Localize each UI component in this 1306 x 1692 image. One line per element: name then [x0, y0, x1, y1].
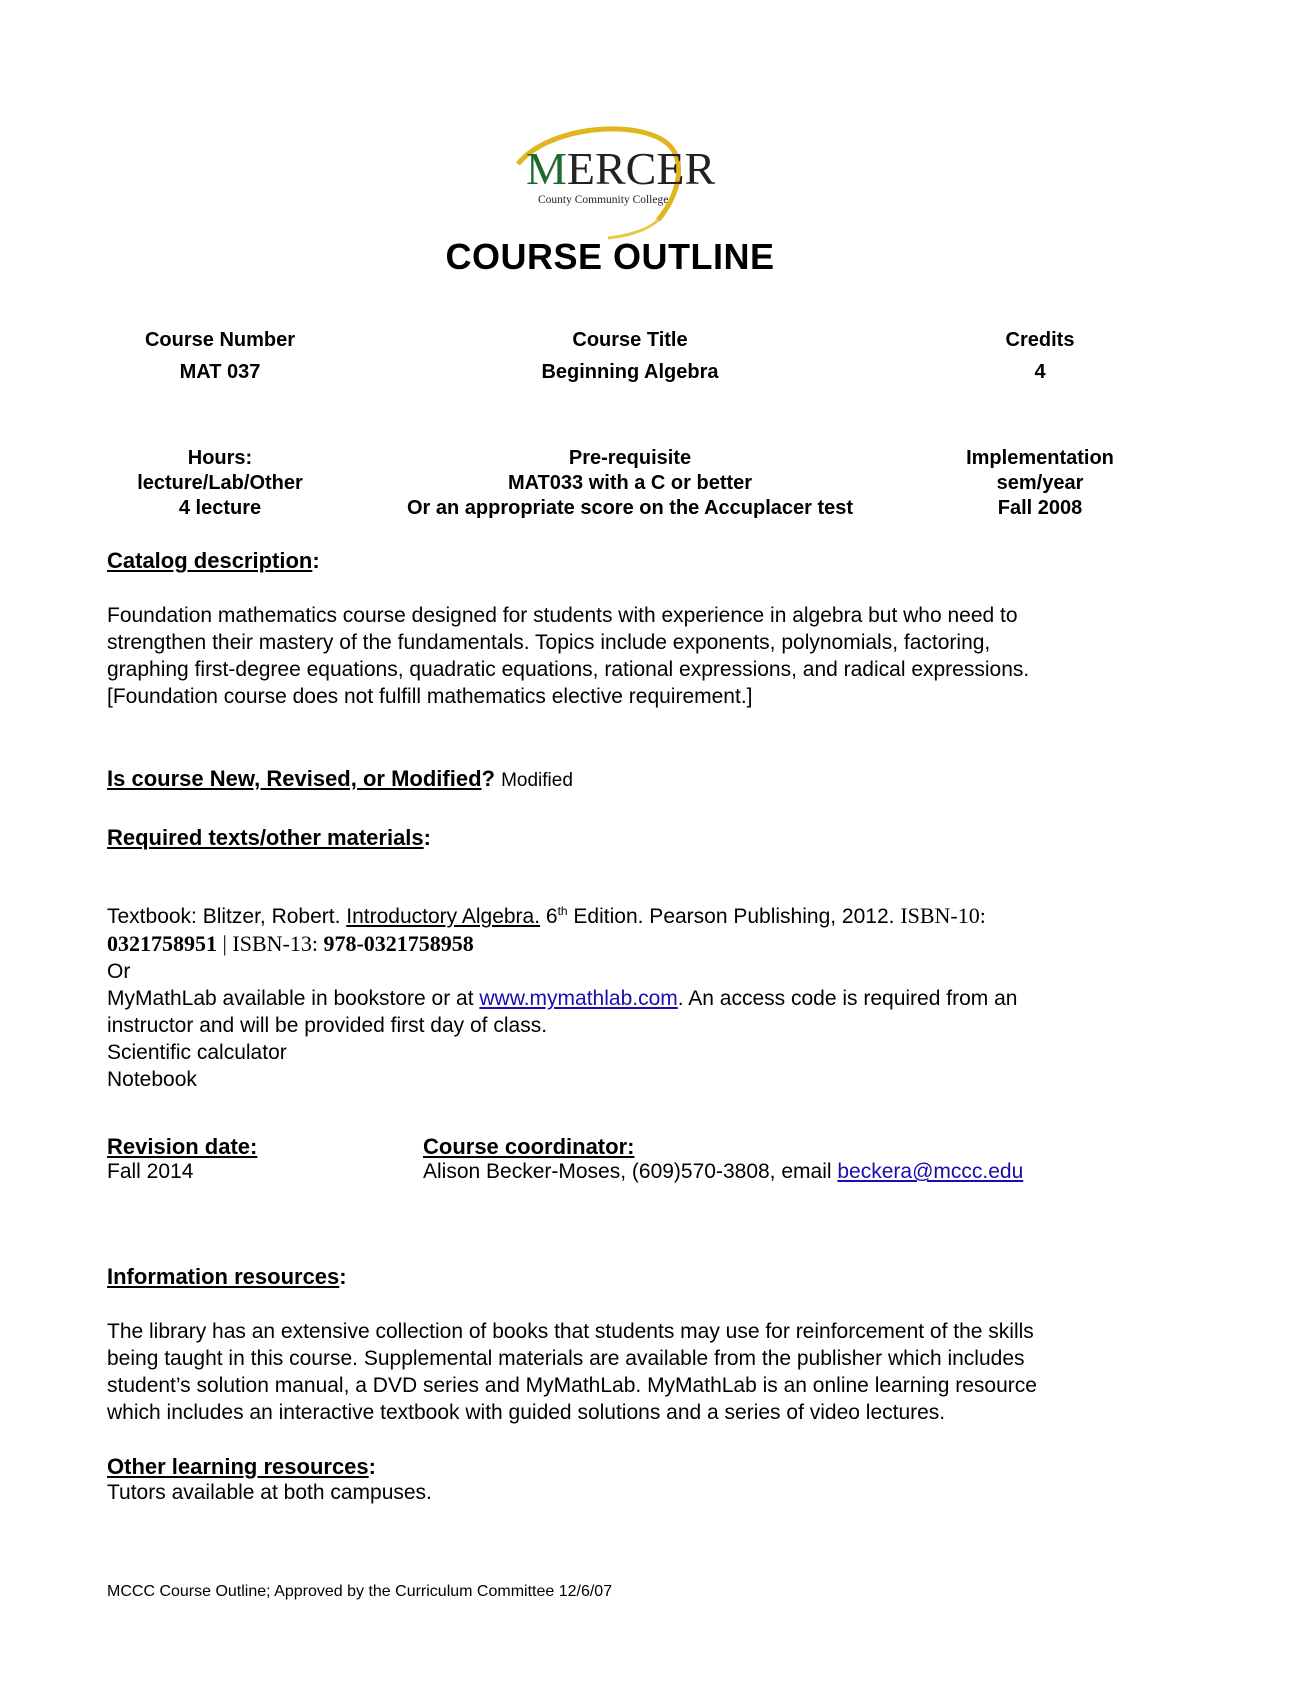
- isbn13-value: 978-0321758958: [323, 931, 474, 956]
- texts-heading-text: Required texts/other materials: [107, 825, 424, 850]
- logo-word: ERCER: [566, 143, 716, 194]
- catalog-description: [107, 602, 1029, 710]
- credits-label: Credits: [1005, 329, 1075, 351]
- course-number-cell: [100, 328, 340, 385]
- textbook-line-1: [107, 902, 1017, 930]
- page-title: COURSE OUTLINE: [445, 236, 775, 277]
- other-heading: [107, 1453, 376, 1480]
- texts-heading: [107, 824, 431, 851]
- course-title-value: Beginning Algebra: [541, 361, 719, 383]
- other-value: Tutors available at both campuses.: [107, 1481, 432, 1504]
- coordinator-email-link[interactable]: beckera@mccc.edu: [837, 1160, 1024, 1183]
- texts-heading-colon: :: [423, 825, 431, 850]
- textbook-line-2: [107, 930, 1017, 958]
- mymathlab-line-2: instructor and will be provided first day of class.: [107, 1014, 548, 1037]
- info-heading-text: Information resources: [107, 1264, 340, 1289]
- info-description: [107, 1318, 1037, 1426]
- college-logo: [508, 124, 718, 240]
- info-heading: [107, 1263, 347, 1290]
- revision-heading: [107, 1133, 257, 1160]
- mymathlab-prefix: MyMathLab available in bookstore or at: [107, 987, 480, 1010]
- status-heading: Is course New, Revised, or Modified: [107, 766, 482, 791]
- info-line: being taught in this course. Supplemental materials are available from the publisher which includes: [107, 1347, 1025, 1370]
- mymathlab-line-1: [107, 985, 1017, 1012]
- catalog-line: Foundation mathematics course designed for students with experience in algebra but who need to: [107, 604, 1018, 627]
- or-text: Or: [107, 960, 131, 983]
- hours-breakdown: lecture/Lab/Other: [137, 472, 303, 494]
- course-title-label: Course Title: [572, 329, 688, 351]
- textbook-prefix: Textbook: Blitzer, Robert.: [107, 905, 347, 928]
- prerequisite-line-2: Or an appropriate score on the Accuplacer test: [406, 497, 854, 519]
- catalog-heading-text: Catalog description: [107, 548, 313, 573]
- coordinator-prefix: Alison Becker-Moses, (609)570-3808, email: [423, 1160, 838, 1183]
- catalog-heading: [107, 547, 320, 574]
- revision-heading-text: Revision date:: [107, 1134, 258, 1159]
- course-title-cell: [480, 328, 780, 385]
- book-title: Introductory Algebra.: [346, 905, 541, 928]
- edition-sup: th: [557, 904, 568, 918]
- mymathlab-suffix: . An access code is required from an: [677, 987, 1018, 1010]
- isbn-separator: | ISBN-13:: [217, 931, 324, 956]
- material-calculator: Scientific calculator: [107, 1041, 287, 1064]
- prerequisite-label: Pre-requisite: [568, 447, 692, 469]
- hours-label: Hours:: [187, 447, 253, 469]
- material-notebook: Notebook: [107, 1068, 197, 1091]
- hours-cell: [100, 446, 340, 521]
- catalog-line: graphing first-degree equations, quadratic equations, rational expressions, and radical expressions.: [107, 658, 1030, 681]
- course-number-value: MAT 037: [179, 361, 261, 383]
- mymathlab-link[interactable]: www.mymathlab.com: [479, 987, 678, 1010]
- revision-value: Fall 2014: [107, 1160, 194, 1183]
- status-qmark: ?: [481, 766, 495, 791]
- course-status: [107, 765, 573, 794]
- info-line: which includes an interactive textbook with guided solutions and a series of video lectures.: [107, 1401, 946, 1424]
- info-heading-colon: :: [339, 1264, 347, 1289]
- credits-value: 4: [1034, 361, 1046, 383]
- course-number-label: Course Number: [144, 329, 296, 351]
- status-value: Modified: [501, 770, 573, 791]
- isbn10-value: 0321758951: [107, 931, 217, 956]
- edition-rest: Edition. Pearson Publishing, 2012.: [567, 905, 901, 928]
- logo-m: M: [526, 143, 567, 194]
- implementation-cell: [940, 446, 1140, 521]
- implementation-value: Fall 2008: [997, 497, 1083, 519]
- credits-cell: [960, 328, 1120, 385]
- catalog-line: [Foundation course does not fulfill mathematics elective requirement.]: [107, 685, 753, 708]
- edition-number: 6: [540, 905, 558, 928]
- coordinator-heading: [423, 1133, 634, 1160]
- info-line: student’s solution manual, a DVD series and MyMathLab. MyMathLab is an online learning resource: [107, 1374, 1037, 1397]
- coordinator-value: [423, 1158, 1023, 1185]
- logo-wordmark: [526, 143, 716, 194]
- catalog-line: strengthen their mastery of the fundamentals. Topics include exponents, polynomials, factoring,: [107, 631, 991, 654]
- coordinator-heading-text: Course coordinator:: [423, 1134, 635, 1159]
- prerequisite-cell: [380, 446, 880, 521]
- page-footer: MCCC Course Outline; Approved by the Curriculum Committee 12/6/07: [107, 1583, 613, 1600]
- implementation-sub: sem/year: [996, 472, 1084, 494]
- other-heading-text: Other learning resources: [107, 1454, 369, 1479]
- textbook-entry: [107, 902, 1017, 1093]
- isbn10-label: ISBN-10:: [900, 903, 986, 928]
- logo-subtitle: County Community College: [538, 194, 669, 206]
- prerequisite-line-1: MAT033 with a C or better: [507, 472, 753, 494]
- implementation-label: Implementation: [966, 447, 1114, 469]
- info-line: The library has an extensive collection of books that students may use for reinforcement of the skills: [107, 1320, 1034, 1343]
- catalog-heading-colon: :: [312, 548, 320, 573]
- hours-value: 4 lecture: [178, 497, 262, 519]
- other-heading-colon: :: [368, 1454, 376, 1479]
